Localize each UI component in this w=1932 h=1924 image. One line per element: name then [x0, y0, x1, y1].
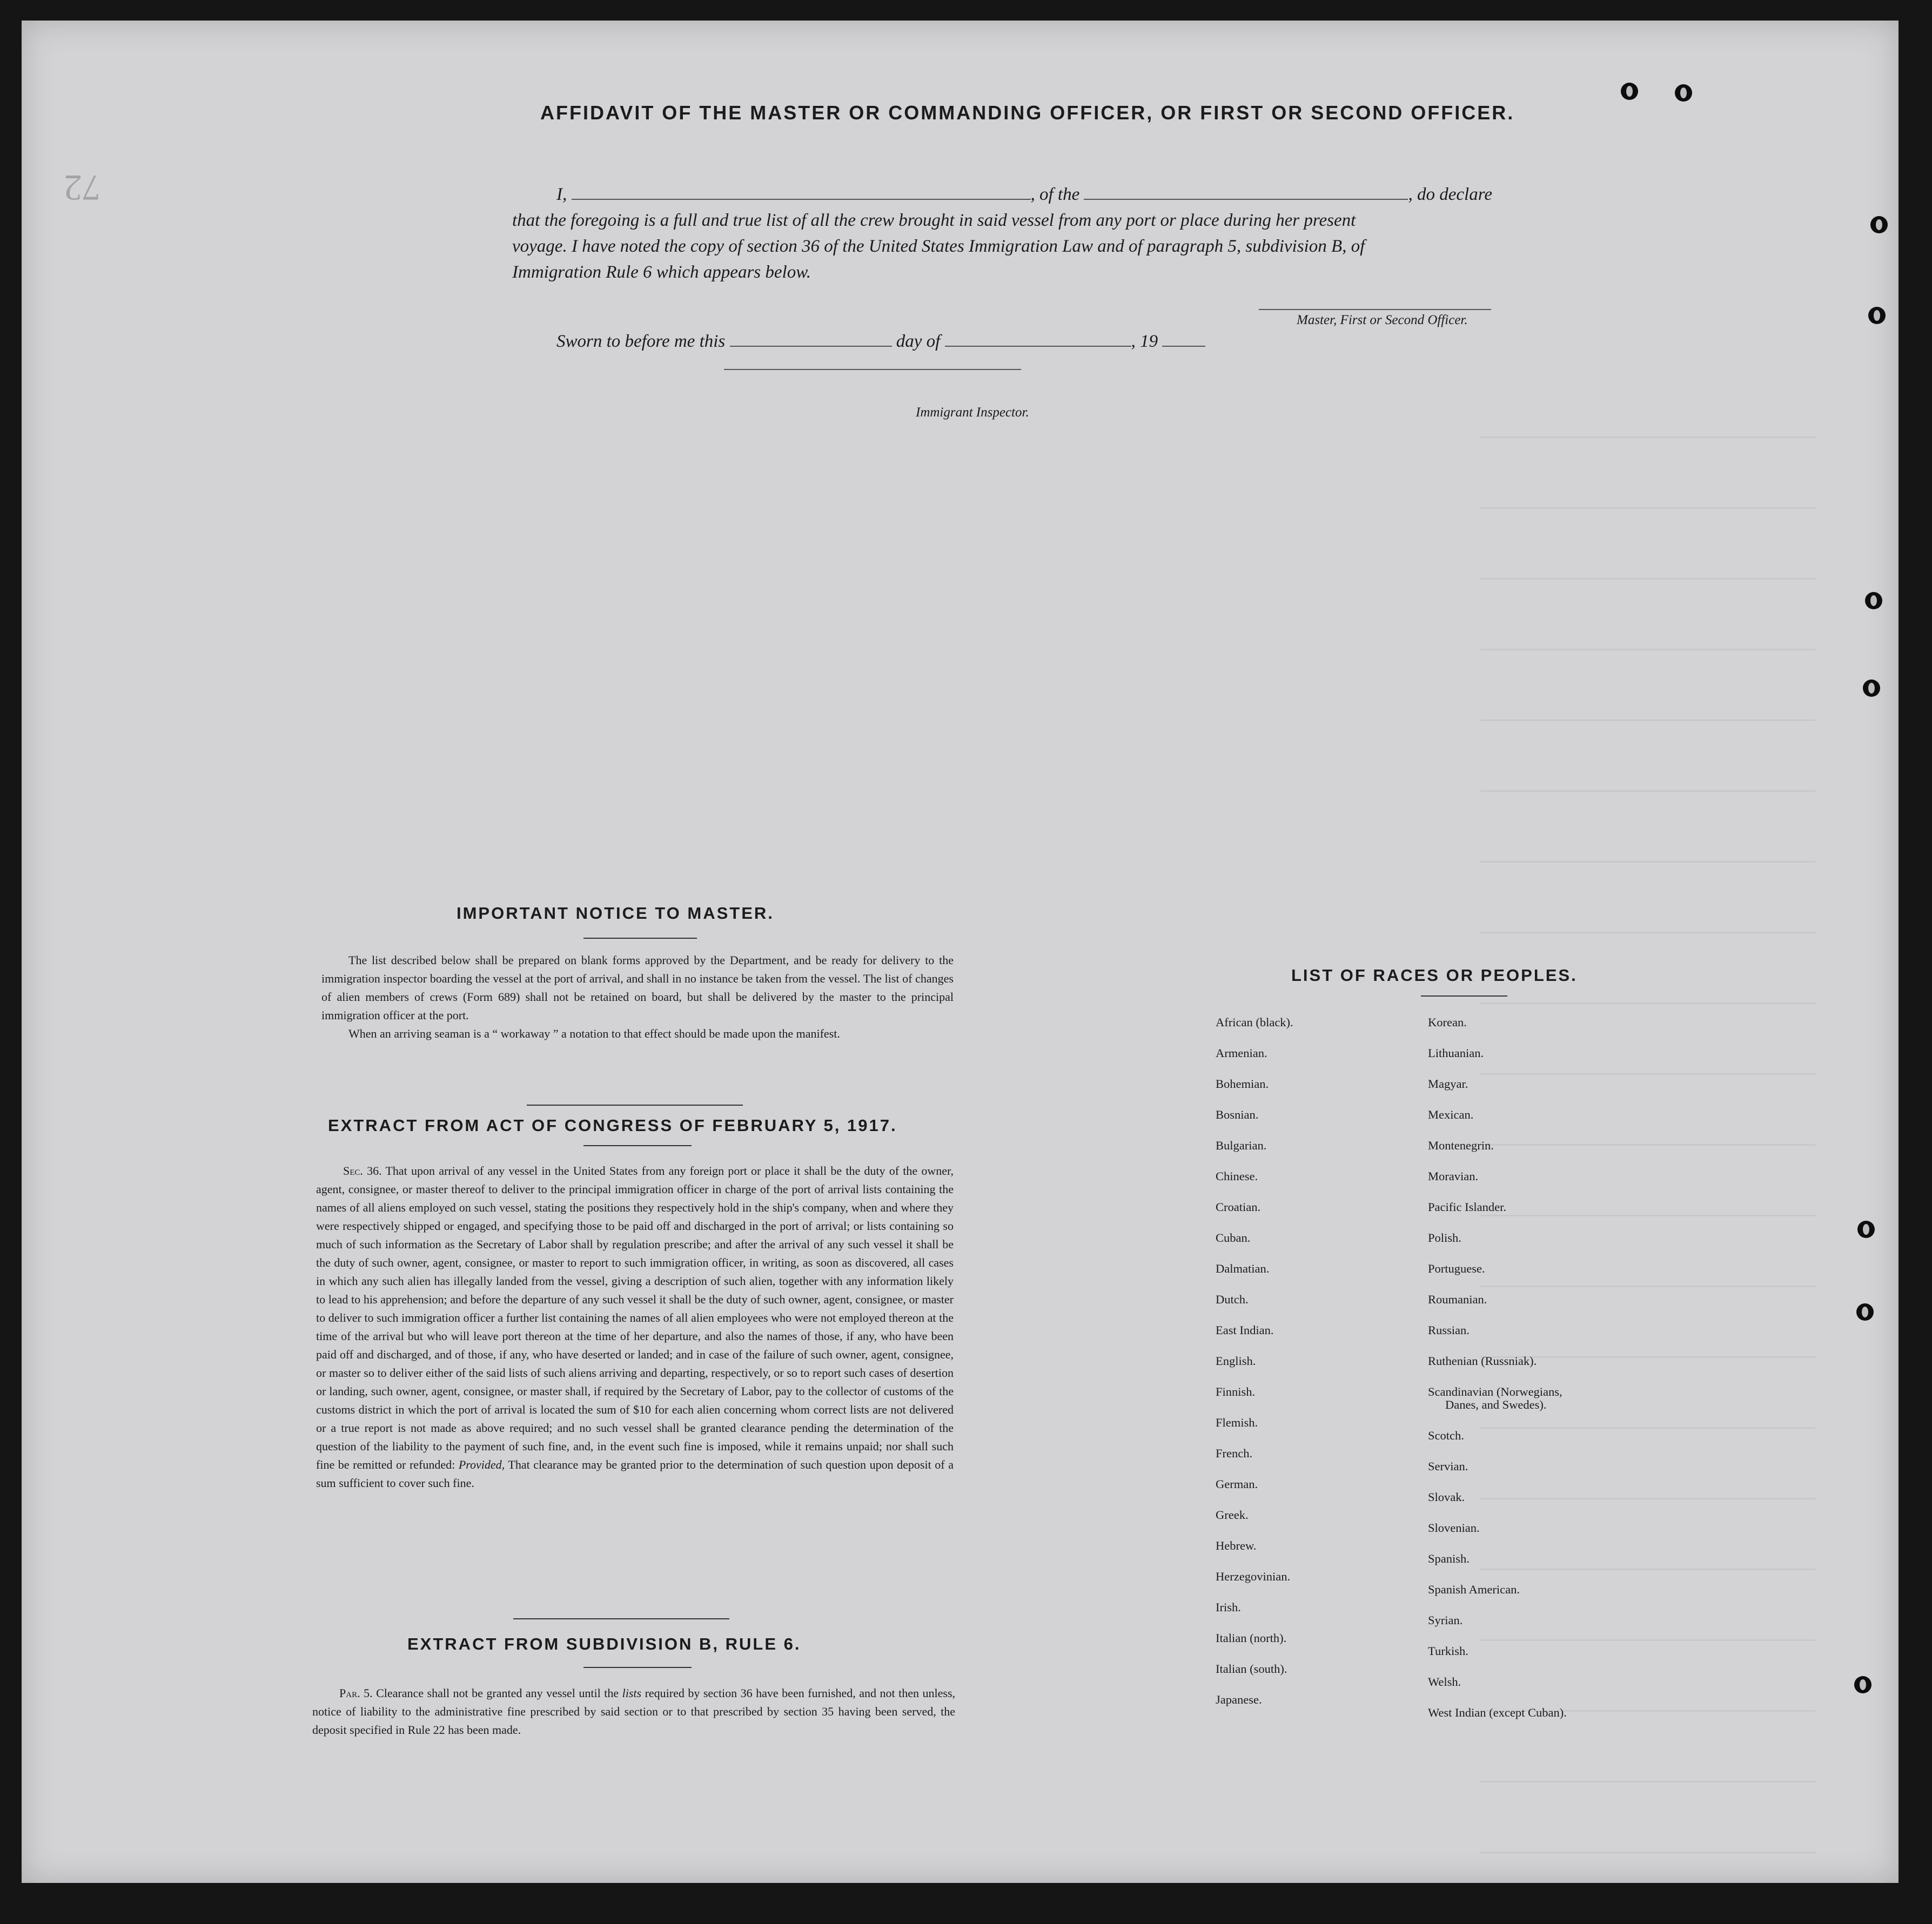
race-entry: Armenian. [1216, 1046, 1267, 1060]
act-heading-rule [583, 1145, 692, 1146]
notice-heading: IMPORTANT NOTICE TO MASTER. [457, 904, 774, 923]
race-entry: Flemish. [1216, 1416, 1258, 1429]
inspector-signature-line[interactable] [724, 369, 1021, 370]
bleed-through-row [1480, 1286, 1815, 1287]
bleed-through-row [1480, 436, 1815, 438]
notice-paragraph-2: When an arriving seaman is a “ workaway ” a notation to that effect should be made upon the manifest. [348, 1027, 840, 1040]
bleed-through-row [1480, 649, 1815, 650]
race-entry: Turkish. [1428, 1644, 1468, 1658]
race-entry: Magyar. [1428, 1077, 1468, 1091]
rule6-text: Par. 5. Clearance shall not be granted any vessel until the lists required by section 36 have been furnished, and not then unless, notice of liability to the administrative fine prescribed by said section or to that prescribed by section 35 having been served, the deposit specified in Rule 22 has been made. [312, 1686, 956, 1737]
race-entry: Hebrew. [1216, 1539, 1257, 1552]
bleed-through-row [1480, 578, 1815, 580]
sworn-month-blank[interactable] [945, 331, 1131, 347]
affidavit-title: AFFIDAVIT OF THE MASTER OR COMMANDING OFFICER, OR FIRST OR SECOND OFFICER. [540, 102, 1515, 124]
affidavit-line-4: Immigration Rule 6 which appears below. [512, 263, 811, 282]
punch-hole [1856, 1303, 1874, 1321]
race-entry: Slovak. [1428, 1490, 1465, 1504]
section-36-text: That upon arrival of any vessel in the United States from any foreign port or place it shall be the duty of the owner, agent, consignee, or master thereof to deliver to the principal immigration officer in charge of the port of arrival lists containing the names of all aliens employed on such vessel, stating the positions they respectively hold in the ship's company, when and where they were respectively shipped or engaged, and specifying those to be paid off and discharged in the port of arrival; or lists containing so much of such information as the Secretary of Labor shall by regulation prescribe; and after the arrival of any such vessel it shall be the duty of such owner, agent, consignee, or master to report to such immigration officer, in writing, as soon as discovered, all cases in which any such alien has illegally landed from the vessel, giving a description of such alien, together with any information likely to lead to his apprehension; and before the departure of any such vessel it shall be the duty of such owner, agent, consignee, or master to deliver to such immigration officer a further list containing the names of all alien employees who were not employed thereon at the time of the arrival but who will leave port thereon at the time of her departure, and also the names of those, if any, who have been paid off and discharged, and of those, if any, who have deserted or landed; and in case of the failure of such owner, agent, consignee, or master so to deliver either of the said lists of such aliens arriving and departing, respectively, or so to report such cases of desertion or landing, such owner, agent, consignee, or master shall, if required by the Secretary of Labor, pay to the collector of customs of the customs district in which the port of arrival is located the sum of $10 for each alien concerning whom correct lists are not delivered or a true report is not made as above required; and no such vessel shall be granted clearance pending the determination of the question of the liability to the payment of such fine, and, in the event such fine is imposed, while it remains unpaid; nor shall such fine be remitted or refunded: [316, 1164, 954, 1471]
race-entry: Slovenian. [1428, 1521, 1480, 1535]
bleed-through-row [1480, 719, 1815, 721]
race-entry: Lithuanian. [1428, 1046, 1484, 1060]
affidavit-line-2: that the foregoing is a full and true list of all the crew brought in said vessel from any port or place during her present [512, 211, 1356, 230]
master-signature-line[interactable] [1259, 309, 1491, 310]
race-entry: Welsh. [1428, 1675, 1461, 1688]
inspector-signature-label: Immigrant Inspector. [916, 405, 1029, 420]
notice-text [321, 951, 954, 1043]
punch-hole [1868, 307, 1886, 324]
race-entry: Ruthenian (Russniak). [1428, 1354, 1537, 1368]
punch-hole [1870, 216, 1888, 233]
bleed-through-row [1480, 1073, 1815, 1075]
master-signature-label: Master, First or Second Officer. [1297, 313, 1468, 327]
bleed-through-row [1480, 1639, 1815, 1641]
section-36-text-end: That clearance may be granted prior to the determination of such question upon deposit of a sum sufficient to cover such fine. [316, 1458, 954, 1490]
affidavit-line-1: I, , of the , do declare [556, 185, 1492, 204]
race-entry: Mexican. [1428, 1108, 1474, 1121]
race-entry: Syrian. [1428, 1613, 1463, 1627]
bleed-through-row [1480, 861, 1815, 863]
races-list-heading: LIST OF RACES OR PEOPLES. [1291, 966, 1578, 985]
race-entry: Bulgarian. [1216, 1139, 1267, 1152]
paragraph-label: Par. 5. [339, 1686, 373, 1700]
race-entry: Polish. [1428, 1231, 1461, 1244]
race-entry: Chinese. [1216, 1169, 1258, 1183]
race-entry: Croatian. [1216, 1200, 1261, 1214]
race-entry: Greek. [1216, 1508, 1249, 1522]
punch-hole [1621, 83, 1638, 100]
race-entry: Italian (north). [1216, 1631, 1287, 1645]
bleed-through-row [1480, 1569, 1815, 1570]
race-entry: Spanish American. [1428, 1583, 1520, 1596]
rule6-heading-rule [583, 1667, 692, 1668]
race-entry: African (black). [1216, 1015, 1293, 1029]
punch-hole [1857, 1221, 1875, 1238]
bleed-through-row [1480, 790, 1815, 792]
race-entry: Servian. [1428, 1459, 1468, 1473]
race-entry: Moravian. [1428, 1169, 1479, 1183]
sworn-year-blank[interactable] [1162, 331, 1205, 347]
bleed-through-row [1480, 1003, 1815, 1004]
race-entry: Japanese. [1216, 1693, 1262, 1706]
officer-name-blank[interactable] [572, 184, 1031, 200]
punch-hole [1863, 680, 1880, 697]
race-entry: Russian. [1428, 1323, 1470, 1337]
manifest-page [22, 21, 1899, 1883]
provided-word: Provided, [458, 1458, 505, 1471]
race-entry: Bosnian. [1216, 1108, 1259, 1121]
race-entry: Korean. [1428, 1015, 1467, 1029]
race-entry: Montenegrin. [1428, 1139, 1494, 1152]
race-entry: East Indian. [1216, 1323, 1274, 1337]
bleed-through-row [1480, 1852, 1815, 1853]
race-entry: Spanish. [1428, 1552, 1470, 1565]
race-entry: French. [1216, 1447, 1253, 1460]
bleed-through-row [1480, 507, 1815, 509]
punch-hole [1865, 592, 1882, 609]
race-entry: Dutch. [1216, 1293, 1249, 1306]
race-entry: Pacific Islander. [1428, 1200, 1506, 1214]
notice-separator-rule [527, 1105, 743, 1106]
bleed-through-row [1480, 1144, 1815, 1146]
sworn-day-blank[interactable] [730, 331, 892, 347]
race-entry: Herzegovinian. [1216, 1570, 1291, 1583]
notice-paragraph-1: The list described below shall be prepared on blank forms approved by the Department, and be ready for delivery to the immigration inspector boarding the vessel at the port of arrival, and shall in no instance be taken from the vessel. The list of changes of alien members of crews (Form 689) shall not be retained on board, but shall be delivered by the master to the principal immigration officer at the port. [321, 953, 954, 1022]
race-entry: Dalmatian. [1216, 1262, 1270, 1275]
rule6-extract-heading: EXTRACT FROM SUBDIVISION B, RULE 6. [407, 1634, 801, 1653]
bleed-through-row [1480, 1781, 1815, 1782]
race-entry: Danes, and Swedes). [1445, 1398, 1547, 1411]
race-entry: West Indian (except Cuban). [1428, 1706, 1567, 1719]
act-extract-heading: EXTRACT FROM ACT OF CONGRESS OF FEBRUARY 5, 1917. [328, 1116, 897, 1135]
notice-heading-rule [583, 938, 697, 939]
bleed-through-row [1480, 1427, 1815, 1429]
section-label: Sec. 36. [343, 1164, 382, 1178]
sworn-line: Sworn to before me this day of , 19 [556, 329, 1205, 353]
punch-hole [1854, 1676, 1871, 1693]
vessel-name-blank[interactable] [1084, 184, 1408, 200]
bleed-through-row [1480, 1498, 1815, 1499]
bleed-through-row [1480, 932, 1815, 933]
race-entry: Bohemian. [1216, 1077, 1269, 1091]
race-entry: Italian (south). [1216, 1662, 1287, 1676]
bleed-through-row [1480, 1215, 1815, 1216]
margin-page-mark: 72 [64, 167, 100, 208]
race-entry: Portuguese. [1428, 1262, 1485, 1275]
punch-hole [1675, 84, 1692, 102]
race-entry: Roumanian. [1428, 1293, 1487, 1306]
affidavit-line-3: voyage. I have noted the copy of section 36 of the United States Immigration Law and of paragraph 5, subdivision B, of [512, 237, 1365, 256]
act-separator-rule [513, 1618, 729, 1619]
race-entry: Cuban. [1216, 1231, 1251, 1244]
race-entry: Irish. [1216, 1600, 1241, 1614]
races-heading-rule [1421, 995, 1507, 997]
race-entry: English. [1216, 1354, 1256, 1368]
race-entry: Scandinavian (Norwegians, [1428, 1385, 1562, 1398]
race-entry: Scotch. [1428, 1429, 1464, 1442]
race-entry: German. [1216, 1477, 1258, 1491]
act-extract-text [316, 1162, 954, 1492]
race-entry: Finnish. [1216, 1385, 1256, 1398]
